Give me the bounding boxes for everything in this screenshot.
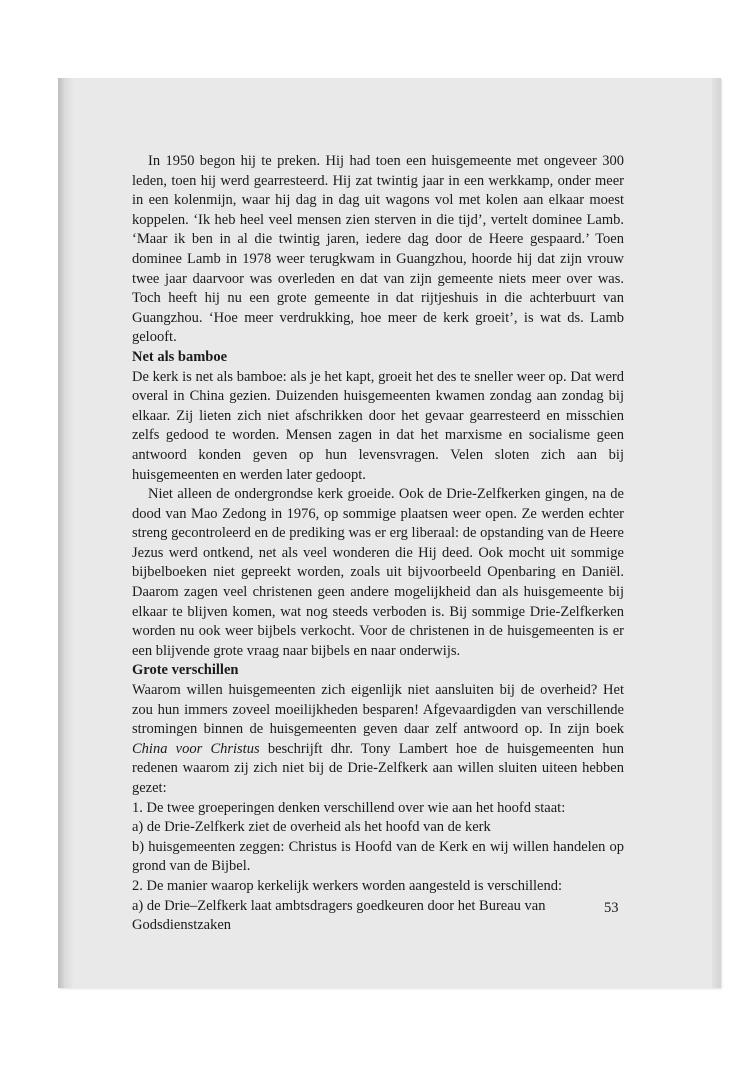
list-item-2: 2. De manier waarop kerkelijk werkers worden aangesteld is verschillend: bbox=[132, 877, 563, 894]
section-heading-net-als-bamboe: Net als bamboe bbox=[132, 348, 228, 365]
page-stack-edge bbox=[712, 78, 721, 988]
section-heading-grote-verschillen: Grote verschillen bbox=[132, 662, 239, 679]
paragraph-1: In 1950 begon hij te preken. Hij had toen een huisgemeente met ongeveer 300 leden, toen hij werd gearresteerd. Hij zat twintig jaar in een werkkamp, onder meer in een kolenmijn, waar hij dag in dag uit wagons vol met kolen aan elkaar moest koppelen. ‘Ik heb heel veel mensen zien sterven in die tijd’, vertelt dominee Lamb. ‘Maar ik ben in al die twintig jaren, iedere dag door de Heere gespaard.’ Toen dominee Lamb in 1978 weer terugkwam in Guangzhou, hoorde hij dat zijn vrouw twee jaar daarvoor was overleden en dat van zijn gemeente niets meer over was. Toch heeft hij nu een grote gemeente in dat rijtjeshuis in die achterbuurt van Guangzhou. ‘Hoe meer verdrukking, hoe meer de kerk groeit’, is wat ds. Lamb gelooft. bbox=[132, 153, 624, 346]
paragraph-3: Niet alleen de ondergrondse kerk groeide. Ook de Drie-Zelfkerken gingen, na de dood van Mao Zedong in 1976, op sommige plaatsen weer open. Ze werden echter streng gecontroleerd en de prediking was er erg liberaal: de opstanding van de Heere Jezus werd ontkend, net als veel wonderen die Hij deed. Ook mocht uit sommige bijbelboeken niet gepreekt worden, zoals uit bijvoorbeeld Openbaring en Daniël. Daarom zagen veel christenen geen andere mogelijkheid dan als huisgemeente bij elkaar te blijven komen, wat nog steeds verboden is. Bij sommige Drie-Zelfkerken worden nu ook weer bijbels verkocht. Voor de christenen in de huisgemeenten is er een blijvende grote vraag naar bijbels en naar onderwijs. bbox=[132, 486, 624, 659]
list-item-2a: a) de Drie–Zelfkerk laat ambtsdragers goedkeuren door het Bureau van bbox=[132, 897, 546, 914]
book-title: China voor Christus bbox=[132, 740, 260, 757]
list-item-1b: b) huisgemeenten zeggen: Christus is Hoofd van de Kerk en wij willen handelen op grond van de Bijbel. bbox=[132, 838, 624, 875]
paragraph-4-end: beschrijft dhr. Tony Lambert hoe de huisgemeenten hun redenen waarom zij zich niet bij de Drie-Zelfkerk aan willen sluiten uiteen hebben gezet: bbox=[132, 740, 624, 796]
paragraph-4 bbox=[132, 681, 624, 799]
list-item-1a: a) de Drie-Zelfkerk ziet de overheid als het hoofd van de kerk bbox=[132, 819, 491, 836]
paragraph-2: De kerk is net als bamboe: als je het kapt, groeit het des te sneller weer op. Dat werd overal in China gezien. Duizenden huisgemeenten kwamen zondag aan zondag bij elkaar. Zij lieten zich niet afschrikken door het gevaar gearresteerd en misschien zelfs gedood te worden. Mensen zagen in dat het marxisme en socialisme geen antwoord konden geven op hun levensvragen. Velen sloten zich aan bij huisgemeenten en werden later gedoopt. bbox=[132, 368, 624, 483]
list-item-1: 1. De twee groeperingen denken verschillend over wie aan het hoofd staat: bbox=[132, 799, 566, 816]
paragraph-4-start: Waarom willen huisgemeenten zich eigenlijk niet aansluiten bij de overheid? Het zou hun immers zoveel moeilijkheden besparen! Afgevaardigden van verschillende stromingen binnen de huisgemeenten geven daar zelf antwoord op. In zijn boek bbox=[132, 682, 624, 738]
page-text bbox=[132, 152, 624, 936]
book-spine-gutter bbox=[64, 78, 74, 988]
page-number: 53 bbox=[604, 900, 619, 916]
list-item-2a-continued: Godsdienstzaken bbox=[132, 917, 232, 934]
